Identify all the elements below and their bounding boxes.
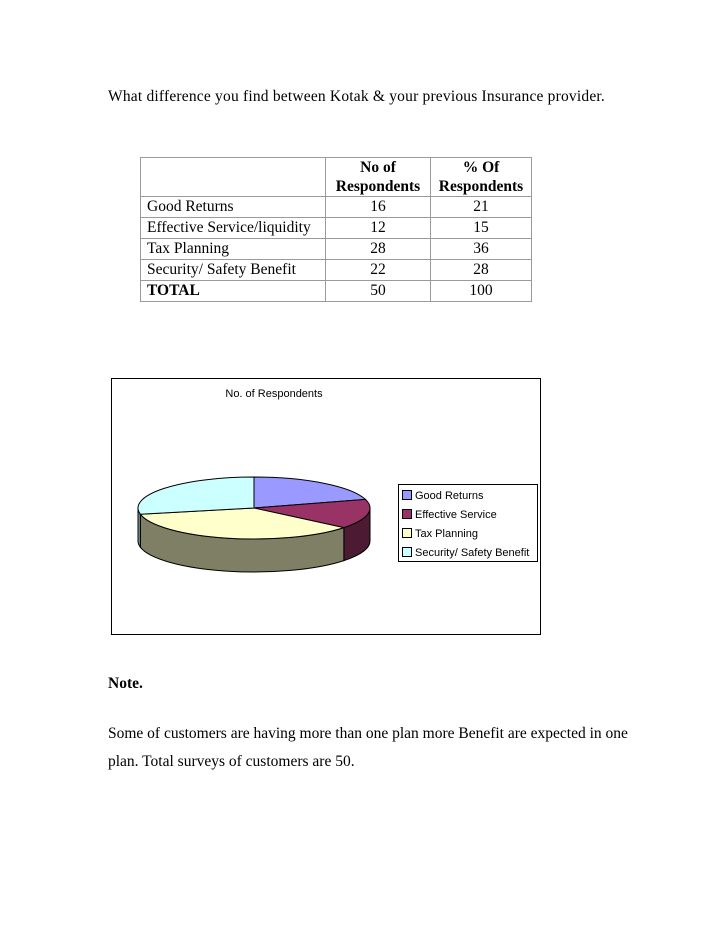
row-percent: 21: [431, 197, 532, 218]
row-count: 12: [326, 218, 431, 239]
row-percent: 28: [431, 260, 532, 281]
pie-slice-3: [138, 477, 254, 514]
table-row: [141, 218, 532, 239]
total-count: 50: [326, 281, 431, 302]
respondents-table: [140, 157, 532, 302]
legend-label: Tax Planning: [415, 528, 478, 540]
row-percent: 36: [431, 239, 532, 260]
chart-title: No. of Respondents: [225, 388, 323, 400]
row-count: 22: [326, 260, 431, 281]
table-row: [141, 239, 532, 260]
row-label: Tax Planning: [141, 239, 326, 260]
legend-label: Good Returns: [415, 490, 484, 502]
table-total-row: [141, 281, 532, 302]
note-heading: Note.: [108, 675, 143, 692]
legend-swatch: [402, 509, 412, 519]
total-percent: 100: [431, 281, 532, 302]
total-label: TOTAL: [141, 281, 326, 302]
row-count: 16: [326, 197, 431, 218]
legend-swatch: [402, 547, 412, 557]
header-blank-cell: [141, 158, 326, 197]
header-percent-of-respondents: % Of Respondents: [431, 158, 532, 197]
legend-item: [402, 488, 483, 504]
row-count: 28: [326, 239, 431, 260]
note-body: Some of customers are having more than one plan more Benefit are expected in one plan. Total surveys of customers are 50.: [108, 725, 628, 770]
legend-swatch: [402, 528, 412, 538]
legend-item: [402, 545, 529, 561]
header-no-of-respondents: No of Respondents: [326, 158, 431, 197]
legend-item: [402, 507, 497, 523]
legend-label: Effective Service: [415, 509, 497, 521]
row-label: Good Returns: [141, 197, 326, 218]
table-header-row: [141, 158, 532, 197]
table-row: [141, 197, 532, 218]
table-row: [141, 260, 532, 281]
row-percent: 15: [431, 218, 532, 239]
chart-legend: [398, 484, 538, 562]
pie-chart: [111, 378, 541, 635]
row-label: Security/ Safety Benefit: [141, 260, 326, 281]
question-text: What difference you find between Kotak & your previous Insurance provider.: [108, 88, 606, 105]
legend-item: [402, 526, 478, 542]
legend-label: Security/ Safety Benefit: [415, 547, 530, 559]
legend-swatch: [402, 490, 412, 500]
row-label: Effective Service/liquidity: [141, 218, 326, 239]
